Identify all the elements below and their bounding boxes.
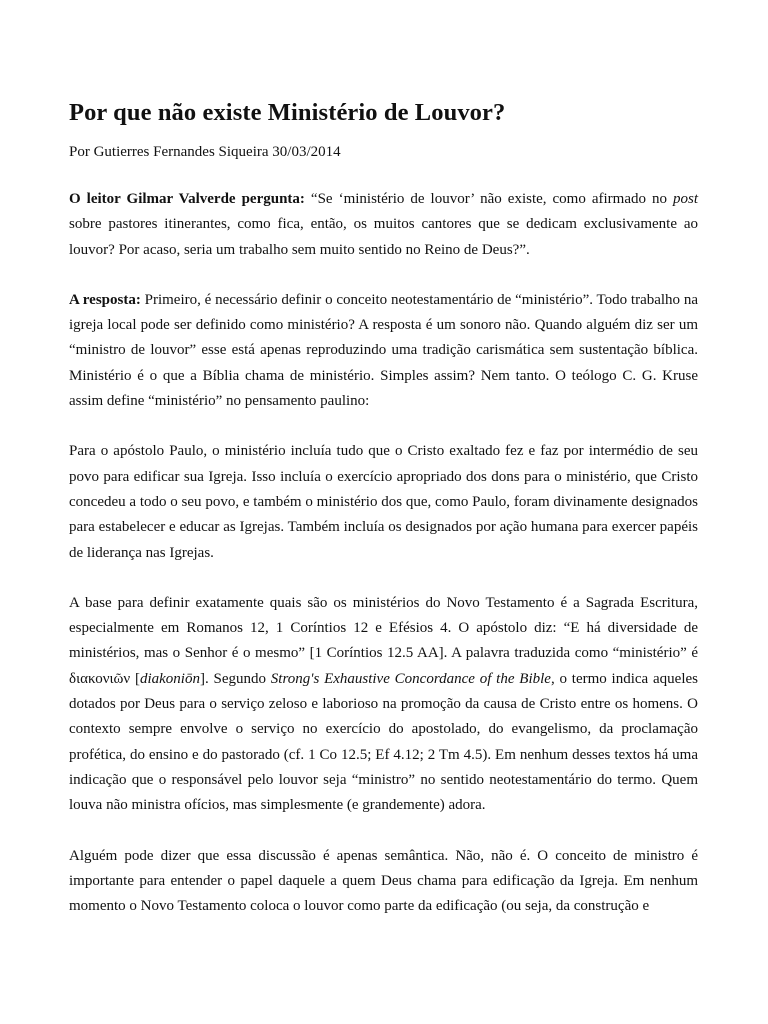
basis-transliteration: diakoniōn [139,670,200,687]
basis-text-1: A base para definir exatamente quais são os ministérios do Novo Testamento é a Sagrada Escritura, especialmente em Romanos 12, 1 Coríntios 12 e Efésios 4. O apóstolo diz: “E há diversidade de ministérios, mas o Senhor é o mesmo” [1 Coríntios 12.5 AA]. A palavra traduzida como “ministério” é διακονιῶν [ [69,594,698,687]
question-emphasis: post [672,191,698,207]
basis-reference-title: Strong's Exhaustive Concordance of the Bible [270,670,551,687]
article-byline: Por Gutierres Fernandes Siqueira 30/03/2014 [69,144,341,160]
basis-text-3: , o termo indica aqueles dotados por Deus para o serviço zeloso e laborioso na promoção da causa de Cristo entre os homens. O contexto sempre envolve o serviço no exercício do apostolado, do evangelismo, da proclamação profética, do ensino e do pastorado (cf. 1 Co 12.5; Ef 4.12; 2 Tm 4.5). Em nenhum desses textos há uma indicação que o responsável pelo louvor seja “ministro” no sentido neotestamentário do termo. Quem louva não ministra ofícios, mas simplesmente (e grandemente) adora. [69,670,698,814]
article-title: Por que não existe Ministério de Louvor? [69,99,506,126]
document-page [69,96,698,919]
question-lead: O leitor Gilmar Valverde pergunta: [69,191,305,207]
answer-text: Primeiro, é necessário definir o conceito neotestamentário de “ministério”. Todo trabalho na igreja local pode ser definido como ministério? A resposta é um sonoro não. Quando alguém diz ser um “ministro de louvor” esse está apenas reproduzindo uma tradição carismática sem sustentação bíblica. Ministério é o que a Bíblia chama de ministério. Simples assim? Nem tanto. O teólogo C. G. Kruse assim define “ministério” no pensamento paulino: [69,291,698,410]
question-text-1: “Se ‘ministério de louvor’ não existe, como afirmado no [304,191,673,207]
answer-lead: A resposta: [69,291,141,308]
answer-paragraph [69,288,698,414]
closing-paragraph: Alguém pode dizer que essa discussão é apenas semântica. Não, não é. O conceito de ministro é importante para entender o papel daquele a quem Deus chama para edificação da Igreja. Em nenhum momento o Novo Testamento coloca o louvor como parte da edificação (ou seja, da construção e [69,847,698,915]
kruse-quote-paragraph: Para o apóstolo Paulo, o ministério incluía tudo que o Cristo exaltado fez e faz por intermédio de seu povo para edificar sua Igreja. Isso incluía o exercício apropriado dos dons para o ministério, que Cristo concedeu a todo o seu povo, e também o ministério dos que, como Paulo, foram divinamente designados para estabelecer e educar as Igrejas. Também incluía os designados por ação humana para exercer papéis de liderança nas Igrejas. [69,443,698,561]
basis-text-2: ]. Segundo [199,670,271,687]
reader-question-paragraph [69,187,698,263]
question-text-2: sobre pastores itinerantes, como fica, então, os muitos cantores que se dedicam exclusivamente ao louvor? Por acaso, seria um trabalho sem muito sentido no Reino de Deus?”. [69,216,698,258]
scripture-basis-paragraph [69,591,698,819]
